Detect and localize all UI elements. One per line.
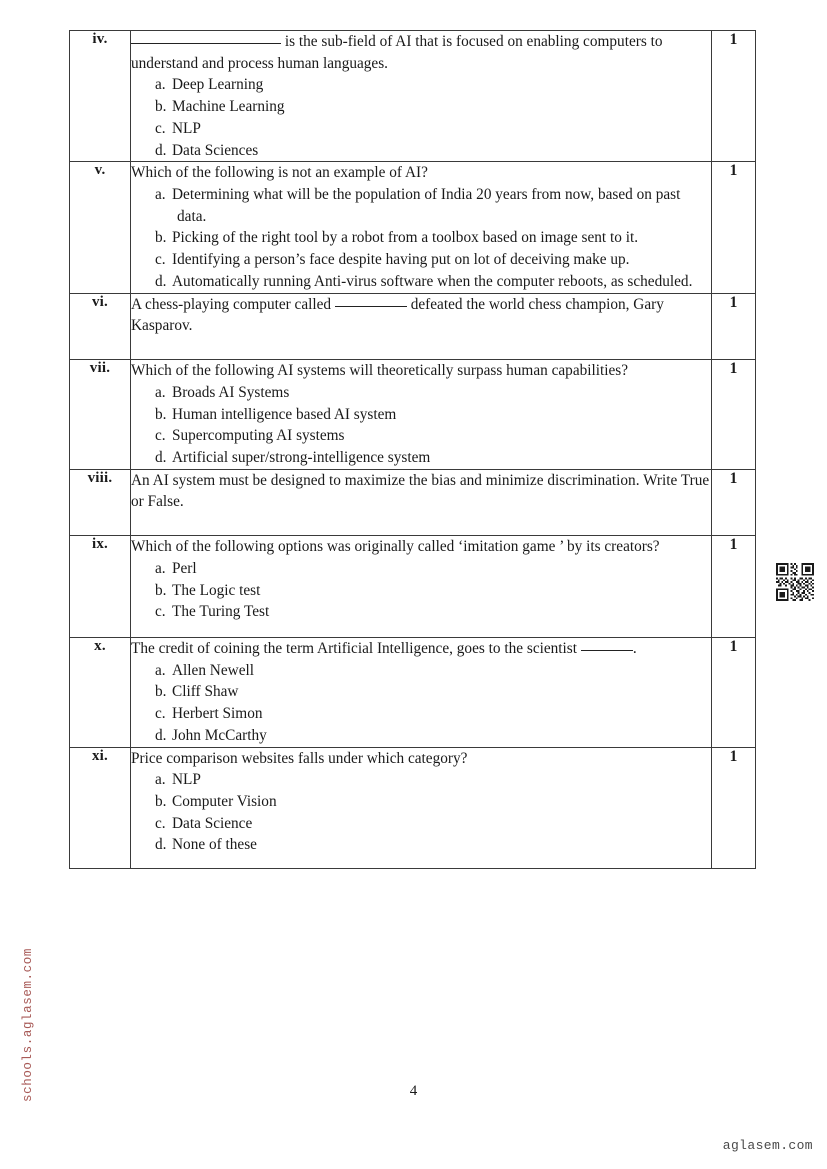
option-item <box>155 140 711 162</box>
option-label: d. <box>155 141 167 159</box>
option-item <box>155 834 711 856</box>
question-number: vi. <box>70 293 131 359</box>
question-number: ix. <box>70 536 131 638</box>
question-stem-pre: The credit of coining the term Artificial Intelligence, goes to the scientist <box>131 639 578 657</box>
question-body <box>131 747 712 869</box>
option-item <box>155 703 711 725</box>
question-body <box>131 536 712 638</box>
questions-table <box>69 30 756 869</box>
question-marks: 1 <box>712 293 756 359</box>
question-marks: 1 <box>712 469 756 535</box>
table-row <box>70 747 756 869</box>
question-stem <box>131 162 711 184</box>
option-item <box>155 813 711 835</box>
table-row <box>70 31 756 162</box>
option-text: Data Science <box>172 814 253 832</box>
option-label: a. <box>155 559 166 577</box>
option-label: d. <box>155 448 167 466</box>
option-label: c. <box>155 814 166 832</box>
option-label: a. <box>155 383 166 401</box>
question-body <box>131 360 712 470</box>
option-label: c. <box>155 427 166 445</box>
option-list <box>131 184 711 293</box>
question-stem-pre: Which of the following is not an example of AI? <box>131 164 428 182</box>
option-list <box>131 382 711 469</box>
option-item <box>155 681 711 703</box>
option-list <box>131 558 711 623</box>
option-text: Broads AI Systems <box>172 383 290 401</box>
option-text: Allen Newell <box>172 661 254 679</box>
fill-in-blank <box>335 306 407 307</box>
option-item <box>155 271 711 293</box>
option-label: d. <box>155 726 167 744</box>
table-row <box>70 360 756 470</box>
option-item <box>155 580 711 602</box>
option-item <box>155 447 711 469</box>
option-text: Cliff Shaw <box>172 683 239 701</box>
option-item <box>155 227 711 249</box>
option-label: b. <box>155 581 167 599</box>
option-text: Machine Learning <box>172 98 285 116</box>
question-stem-pre: An AI system must be designed to maximize the bias and minimize discrimination. Write True or False. <box>131 471 710 511</box>
option-text: The Turing Test <box>172 603 270 621</box>
question-body <box>131 637 712 747</box>
watermark-side: schools.aglasem.com <box>21 948 35 1102</box>
option-text: Picking of the right tool by a robot from a toolbox based on image sent to it. <box>172 229 639 247</box>
option-text: John McCarthy <box>172 726 267 744</box>
option-text: Deep Learning <box>172 76 264 94</box>
option-label: b. <box>155 683 167 701</box>
option-label: c. <box>155 603 166 621</box>
option-text: NLP <box>172 771 201 789</box>
table-row <box>70 637 756 747</box>
option-text: Supercomputing AI systems <box>172 427 345 445</box>
option-list <box>131 769 711 856</box>
option-item <box>155 791 711 813</box>
option-text: Automatically running Anti-virus software when the computer reboots, as scheduled. <box>172 272 693 290</box>
watermark-bottom: aglasem.com <box>722 1138 813 1153</box>
question-stem-pre: Which of the following options was originally called ‘imitation game ’ by its creators? <box>131 538 660 556</box>
page-number: 4 <box>409 1083 418 1099</box>
option-list <box>131 660 711 747</box>
question-stem-pre: A chess-playing computer called <box>131 295 332 313</box>
option-text: NLP <box>172 119 201 137</box>
question-body <box>131 162 712 293</box>
option-item <box>155 74 711 96</box>
question-stem-post: defeated the world chess champion, Gary Kasparov. <box>131 295 664 335</box>
fill-in-blank <box>131 43 281 44</box>
question-marks: 1 <box>712 637 756 747</box>
questions-table-body <box>70 31 756 869</box>
option-label: a. <box>155 661 166 679</box>
question-stem-pre: Which of the following AI systems will theoretically surpass human capabilities? <box>131 362 629 380</box>
option-label: a. <box>155 186 166 204</box>
option-item <box>155 118 711 140</box>
option-text: Human intelligence based AI system <box>172 405 397 423</box>
option-text: Computer Vision <box>172 793 277 810</box>
question-body <box>131 469 712 535</box>
question-marks: 1 <box>712 747 756 869</box>
option-text: Determining what will be the population of India 20 years from now, based on past data. <box>172 186 681 225</box>
option-text: None of these <box>172 836 257 854</box>
option-label: c. <box>155 251 166 269</box>
question-marks: 1 <box>712 162 756 293</box>
option-label: b. <box>155 98 167 116</box>
option-item <box>155 249 711 271</box>
option-text: Artificial super/strong-intelligence system <box>172 448 431 466</box>
question-marks: 1 <box>712 536 756 638</box>
question-stem-post: . <box>632 639 637 657</box>
question-body <box>131 31 712 162</box>
question-stem-post: is the sub-field of AI that is focused on enabling computers to understand and process human languages. <box>131 33 663 72</box>
option-item <box>155 184 711 227</box>
question-stem <box>131 31 711 74</box>
option-item <box>155 404 711 426</box>
question-stem <box>131 294 711 337</box>
option-label: a. <box>155 771 166 789</box>
option-item <box>155 660 711 682</box>
option-label: c. <box>155 119 166 137</box>
option-label: a. <box>155 76 166 94</box>
option-label: b. <box>155 793 167 810</box>
option-label: d. <box>155 272 167 290</box>
option-text: Perl <box>172 559 197 577</box>
option-list <box>131 74 711 161</box>
question-stem-pre: Price comparison websites falls under which category? <box>131 749 468 767</box>
table-row <box>70 469 756 535</box>
question-stem <box>131 748 711 770</box>
option-item <box>155 725 711 747</box>
option-item <box>155 601 711 623</box>
option-label: b. <box>155 229 167 247</box>
question-stem <box>131 470 711 513</box>
question-marks: 1 <box>712 31 756 162</box>
option-label: b. <box>155 405 167 423</box>
question-number: x. <box>70 637 131 747</box>
question-number: viii. <box>70 469 131 535</box>
qr-code <box>776 563 814 601</box>
table-row <box>70 536 756 638</box>
option-text: The Logic test <box>172 581 261 599</box>
table-row <box>70 293 756 359</box>
question-stem <box>131 536 711 558</box>
question-number: iv. <box>70 31 131 162</box>
option-item <box>155 96 711 118</box>
option-item <box>155 382 711 404</box>
table-row <box>70 162 756 293</box>
option-item <box>155 769 711 791</box>
option-item <box>155 558 711 580</box>
question-number: vii. <box>70 360 131 470</box>
fill-in-blank <box>581 650 633 651</box>
option-label: d. <box>155 836 167 854</box>
question-number: v. <box>70 162 131 293</box>
question-body <box>131 293 712 359</box>
question-stem <box>131 638 711 660</box>
option-text: Identifying a person’s face despite having put on lot of deceiving make up. <box>172 251 630 269</box>
question-number: xi. <box>70 747 131 869</box>
question-marks: 1 <box>712 360 756 470</box>
option-text: Herbert Simon <box>172 705 263 723</box>
option-text: Data Sciences <box>172 141 259 159</box>
option-item <box>155 425 711 447</box>
option-label: c. <box>155 705 166 723</box>
question-stem <box>131 360 711 382</box>
